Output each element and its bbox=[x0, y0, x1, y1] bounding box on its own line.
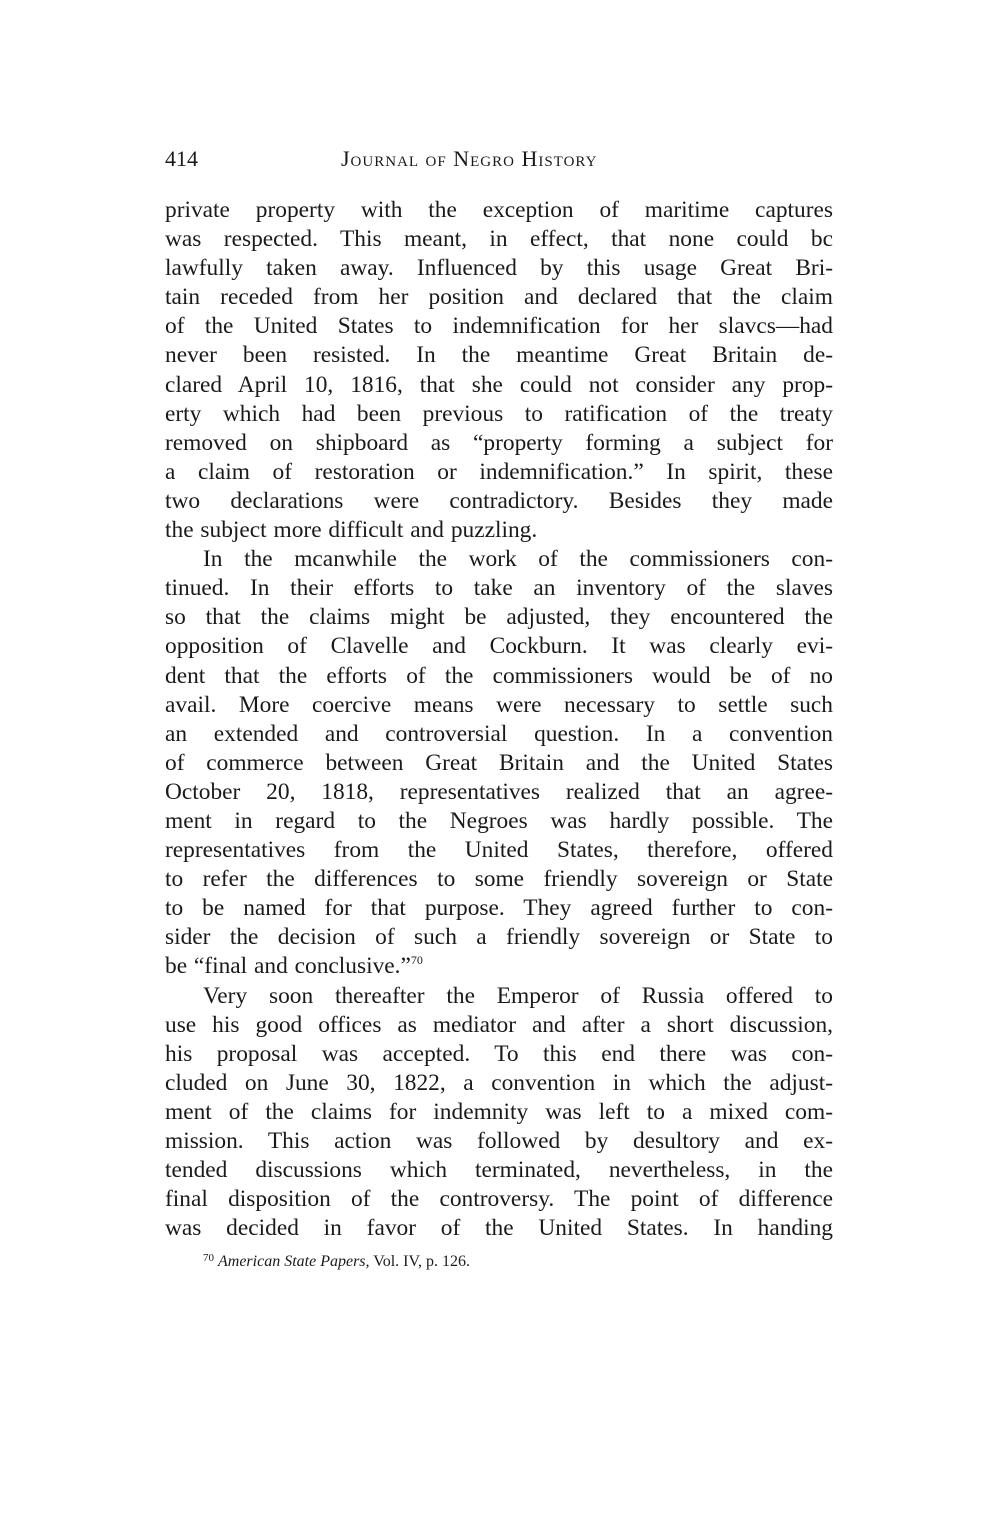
text-line: two declarations were contradictory. Besides they made bbox=[165, 487, 833, 514]
text-line: so that the claims might be adjusted, they encountered the bbox=[165, 604, 833, 631]
paragraph bbox=[165, 196, 833, 545]
footnote-source-title: American State Papers, bbox=[218, 1253, 370, 1271]
text-line: of the United States to indemnification for her slavcs—had bbox=[165, 313, 833, 340]
text-line: tain receded from her position and declared that the claim bbox=[165, 284, 833, 311]
text-line: private property with the exception of maritime captures bbox=[165, 197, 833, 223]
journal-page bbox=[165, 142, 833, 1275]
text-line: removed on shipboard as “property forming a subject for bbox=[165, 429, 833, 456]
text-line: dent that the efforts of the commissioners would be of no bbox=[165, 662, 833, 689]
body-text bbox=[165, 196, 833, 1243]
text-line: lawfully taken away. Influenced by this usage Great Bri- bbox=[165, 255, 833, 282]
text-line: ment in regard to the Negroes was hardly possible. The bbox=[165, 807, 833, 834]
footnote-reference[interactable]: 70 bbox=[410, 953, 423, 968]
text-line: the subject more difficult and puzzling. bbox=[165, 517, 538, 544]
text-line: to be named for that purpose. They agreed further to con- bbox=[165, 895, 833, 922]
text-line-content: be “final and conclusive.” bbox=[165, 953, 411, 980]
text-line: In the mcanwhile the work of the commissioners con- bbox=[203, 546, 833, 573]
text-line: opposition of Clavelle and Cockburn. It was clearly evi- bbox=[165, 633, 833, 660]
text-line: of commerce between Great Britain and the United States bbox=[165, 749, 833, 776]
paragraph bbox=[165, 982, 833, 1244]
text-line: a claim of restoration or indemnification.” In spirit, these bbox=[165, 458, 833, 485]
text-line: final disposition of the controversy. The point of difference bbox=[165, 1186, 833, 1213]
text-line: Very soon thereafter the Emperor of Russia offered to bbox=[203, 982, 833, 1009]
text-line: to refer the differences to some friendly sovereign or State bbox=[165, 866, 833, 893]
text-line: October 20, 1818, representatives realized that an agree- bbox=[165, 778, 833, 805]
text-line: avail. More coercive means were necessary to settle such bbox=[165, 691, 833, 718]
text-line: never been resisted. In the meantime Great Britain de- bbox=[165, 342, 833, 369]
text-line: clared April 10, 1816, that she could not consider any prop- bbox=[165, 371, 833, 398]
paragraph bbox=[165, 545, 833, 981]
footnote-citation: Vol. IV, p. 126. bbox=[369, 1253, 470, 1271]
page-number: 414 bbox=[165, 146, 198, 171]
text-line: erty which had been previous to ratification of the treaty bbox=[165, 400, 833, 427]
text-line: sider the decision of such a friendly sovereign or State to bbox=[165, 924, 833, 951]
running-head bbox=[165, 142, 833, 176]
text-line: cluded on June 30, 1822, a convention in which the adjust- bbox=[165, 1069, 833, 1096]
text-line: ment of the claims for indemnity was left to a mixed com- bbox=[165, 1098, 833, 1125]
text-line: was decided in favor of the United States. In handing bbox=[165, 1215, 833, 1242]
footnote-number: 70 bbox=[203, 1252, 214, 1265]
footnote bbox=[165, 1249, 833, 1275]
text-line: representatives from the United States, therefore, offered bbox=[165, 837, 833, 864]
text-line: an extended and controversial question. In a convention bbox=[165, 720, 833, 747]
text-line bbox=[165, 952, 833, 981]
text-line: tinued. In their efforts to take an inventory of the slaves bbox=[165, 575, 833, 602]
text-line: his proposal was accepted. To this end there was con- bbox=[165, 1040, 833, 1067]
text-line: mission. This action was followed by desultory and ex- bbox=[165, 1128, 833, 1154]
journal-title: Journal of Negro History bbox=[341, 146, 598, 171]
text-line: was respected. This meant, in effect, that none could bc bbox=[165, 226, 833, 253]
text-line: use his good offices as mediator and after a short discussion, bbox=[165, 1011, 833, 1038]
text-line: tended discussions which terminated, nevertheless, in the bbox=[165, 1157, 833, 1184]
